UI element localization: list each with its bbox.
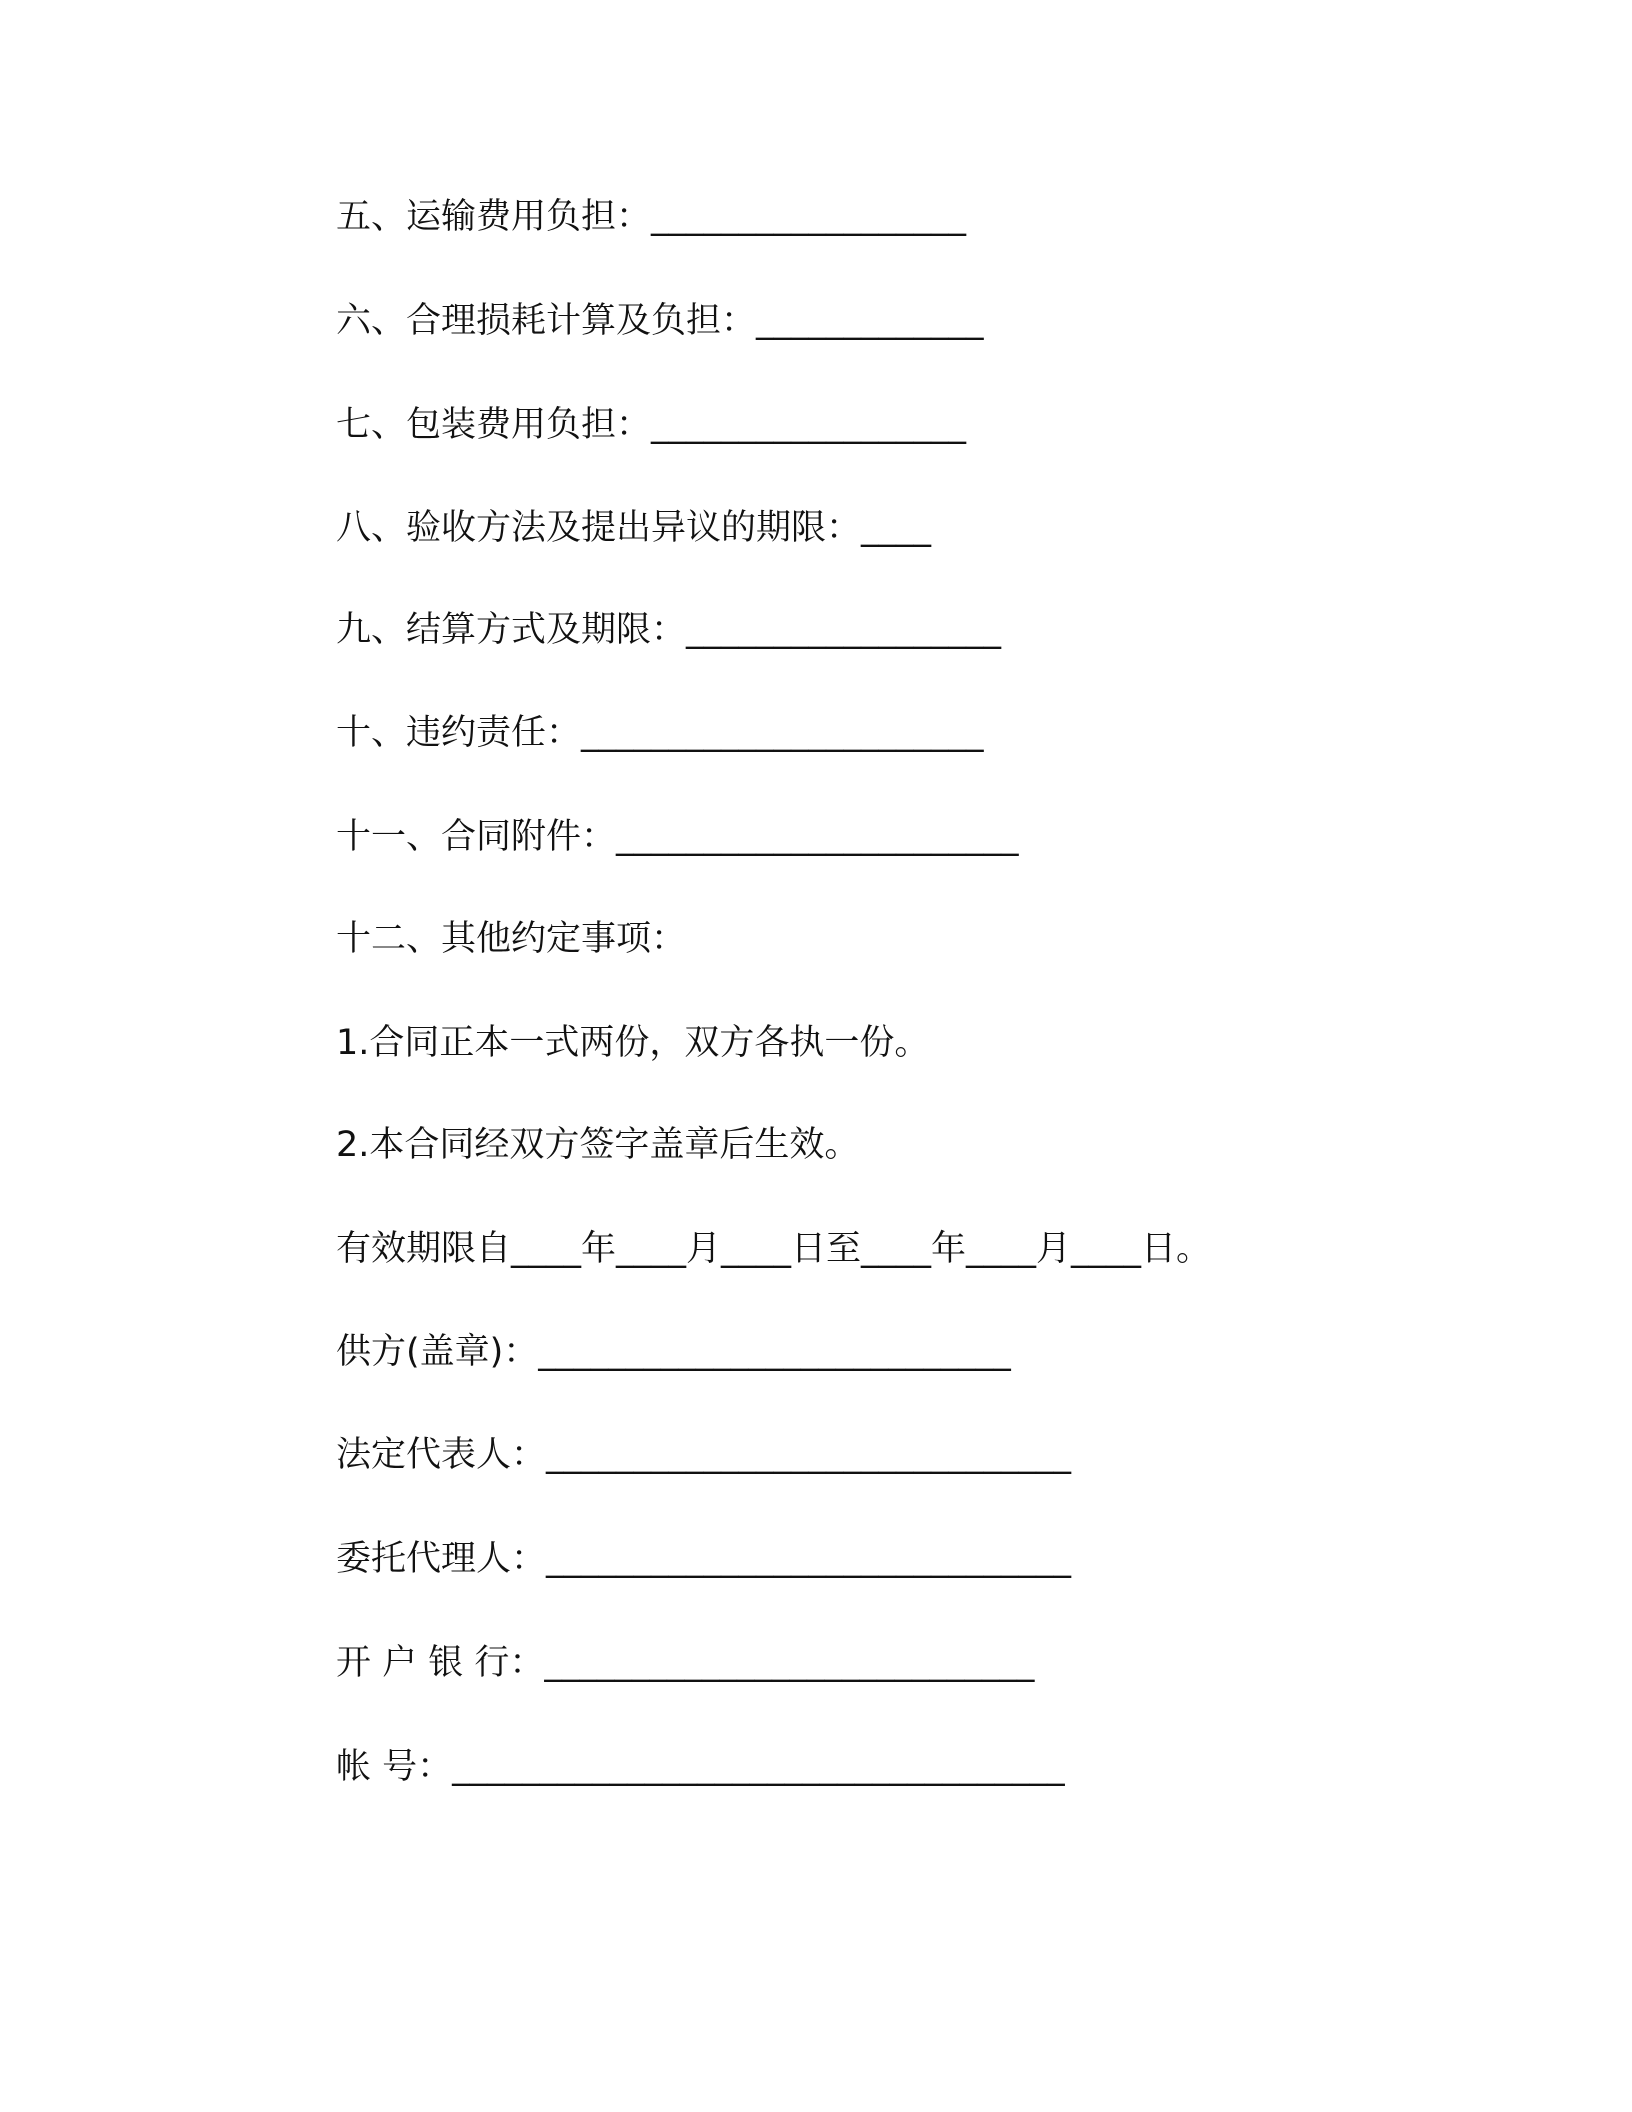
bank-field: 开 户 银 行：____________________________ [336, 1643, 1035, 1683]
term-item-2: 2.本合同经双方签字盖章后生效。 [336, 1125, 860, 1165]
supplier-seal-field: 供方(盖章)：___________________________ [336, 1332, 1011, 1372]
clause-5-transport-cost: 五、运输费用负担：__________________ [336, 197, 967, 237]
clause-7-packaging-cost: 七、包装费用负担：__________________ [336, 405, 967, 445]
authorized-agent-field: 委托代理人：______________________________ [336, 1539, 1072, 1579]
clause-9-settlement: 九、结算方式及期限：__________________ [336, 610, 1002, 650]
account-number-field: 帐 号：___________________________________ [336, 1747, 1065, 1787]
clause-8-acceptance-method: 八、验收方法及提出异议的期限：____ [336, 508, 932, 548]
clause-10-liability: 十、违约责任：_______________________ [336, 713, 984, 753]
clause-6-loss-calculation: 六、合理损耗计算及负担：_____________ [336, 301, 984, 341]
validity-period: 有效期限自____年____月____日至____年____月____日。 [336, 1229, 1212, 1269]
clause-12-other-terms: 十二、其他约定事项： [336, 919, 687, 959]
term-item-1: 1.合同正本一式两份，双方各执一份。 [336, 1023, 930, 1063]
clause-11-attachments: 十一、合同附件：_______________________ [336, 817, 1019, 857]
legal-representative-field: 法定代表人：______________________________ [336, 1435, 1072, 1475]
